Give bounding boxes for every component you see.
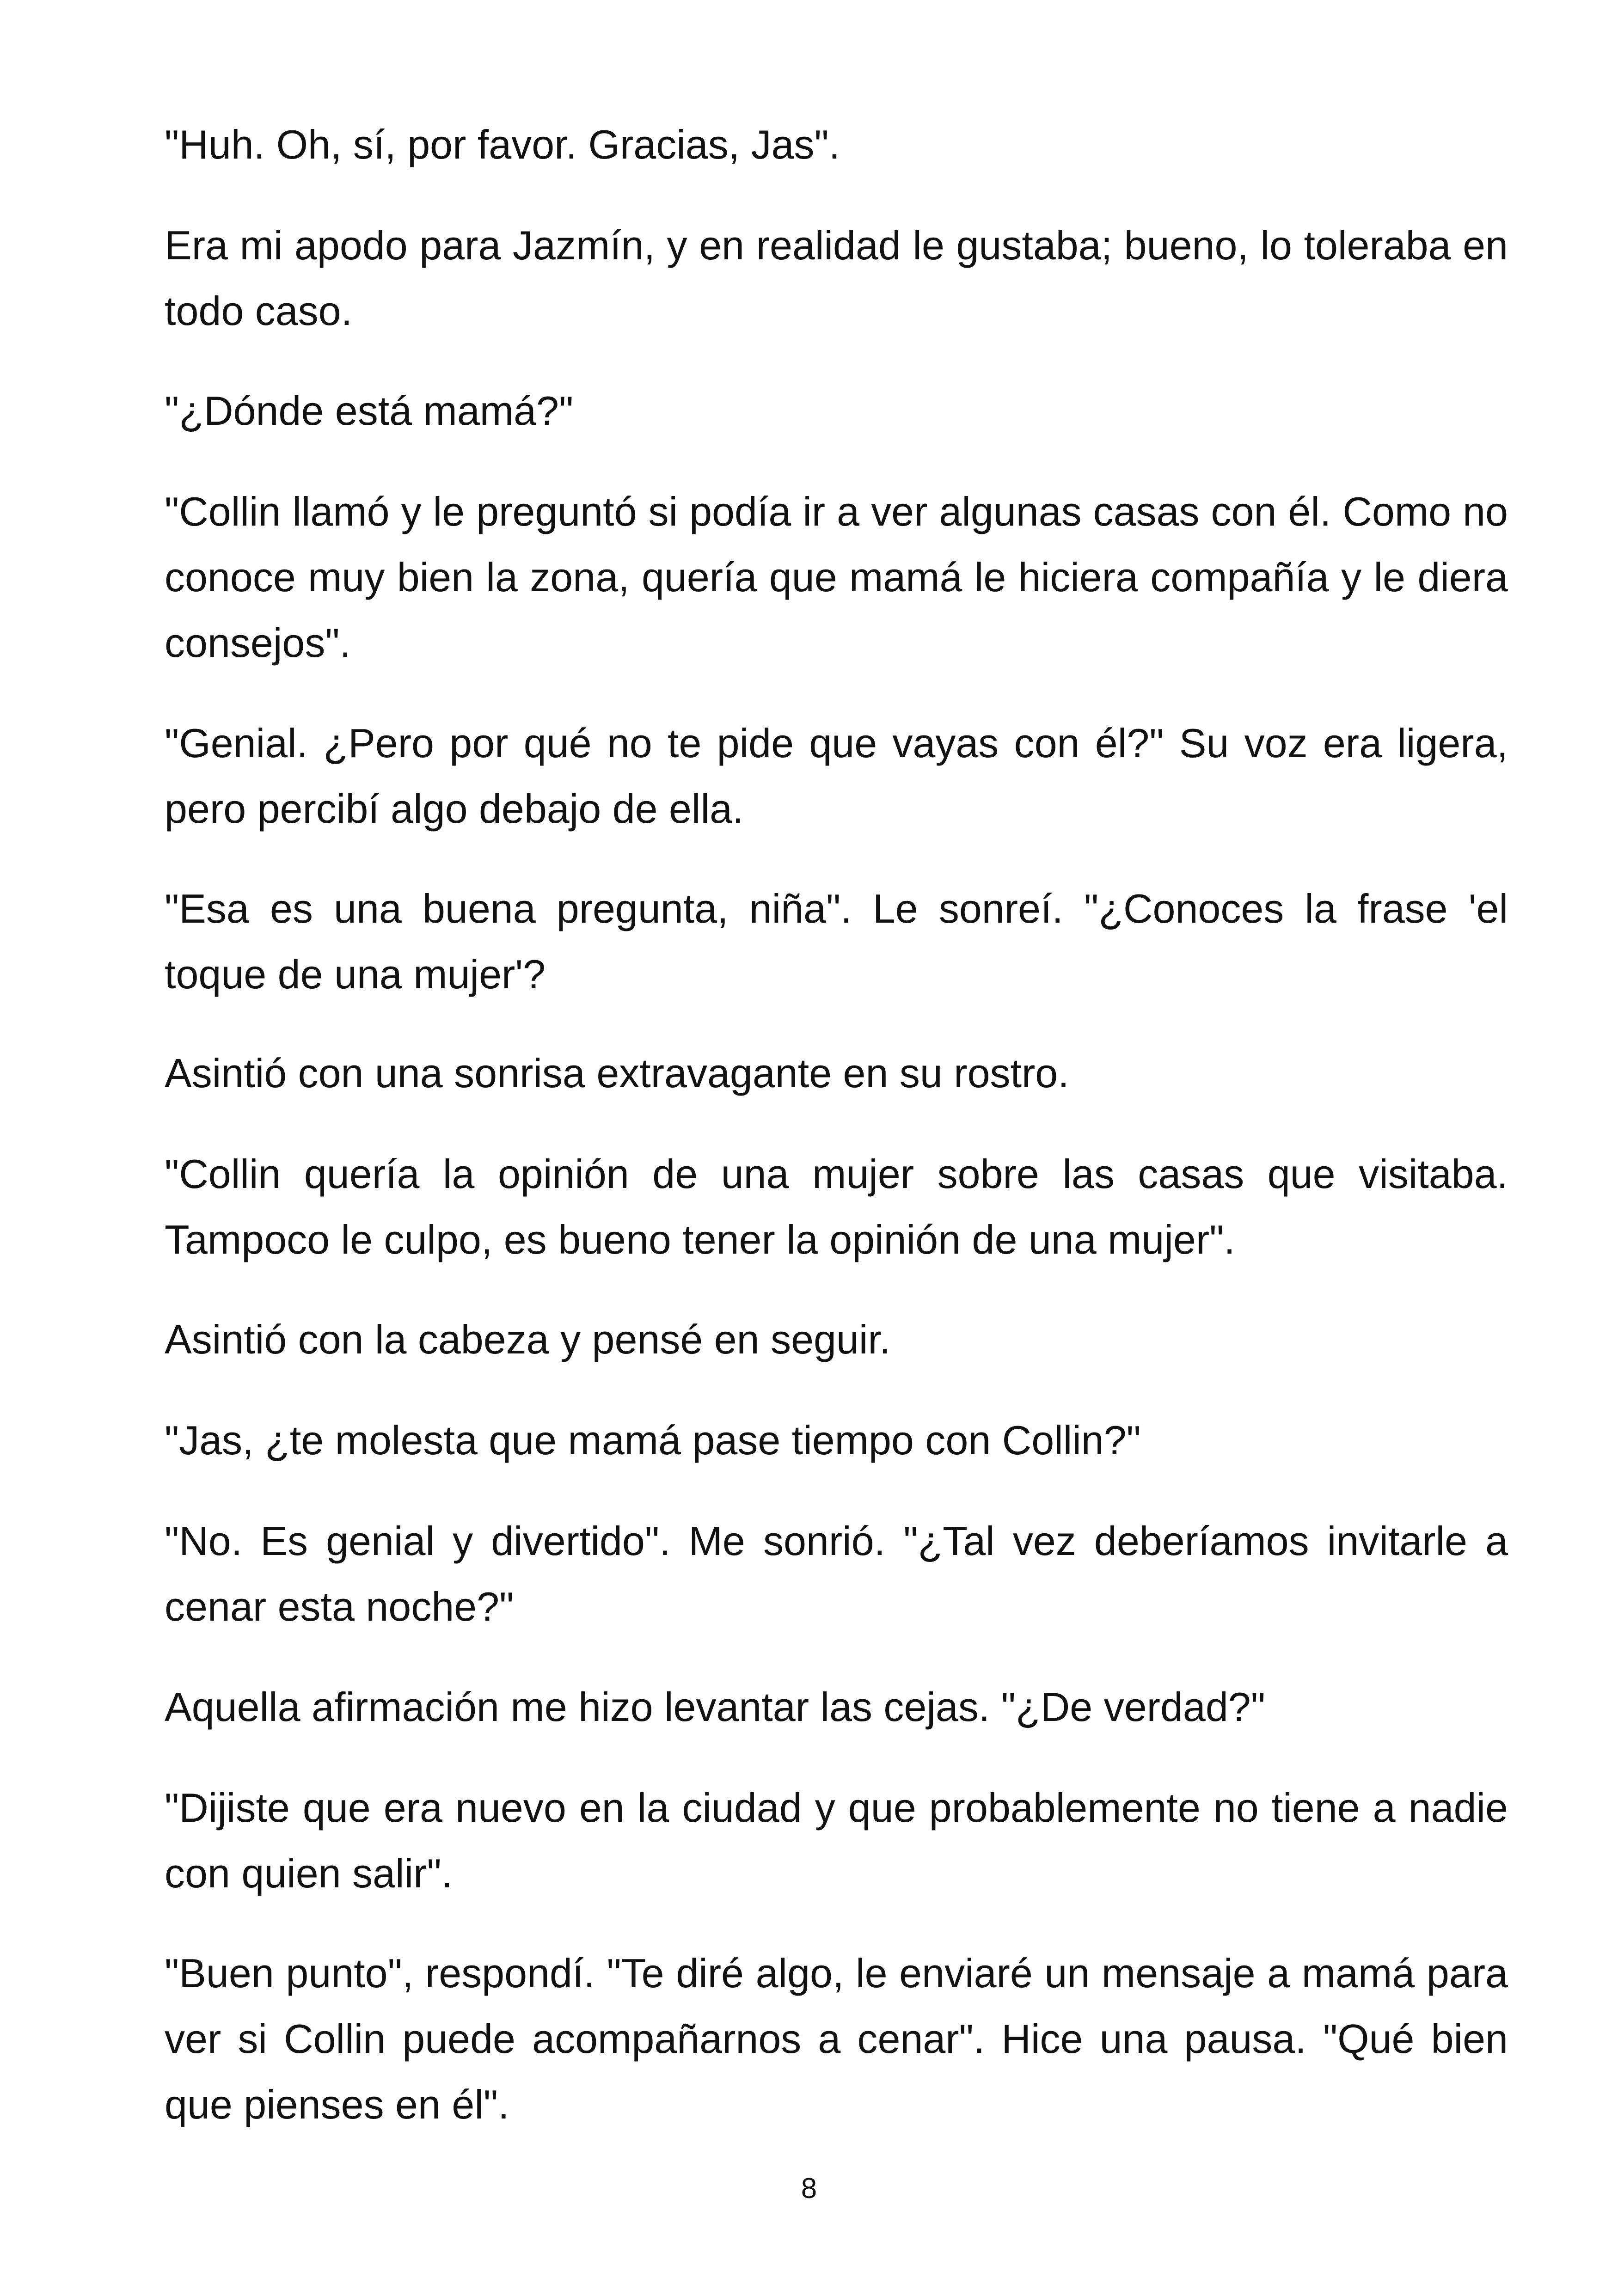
document-page [165,0,1508,2296]
paragraph-12: Aquella afirmación me hizo levantar las cejas. "¿De verdad?" [165,1684,1265,1730]
paragraph-6: "Esa es una buena pregunta, niña". Le sonreí. "¿Conoces la frase 'el toque de una mujer'? [165,886,1508,997]
paragraph-5: "Genial. ¿Pero por qué no te pide que vayas con él?" Su voz era ligera, pero percibí algo debajo de ella. [165,720,1508,832]
paragraph-13: "Dijiste que era nuevo en la ciudad y que probablemente no tiene a nadie con quien salir". [165,1785,1508,1896]
paragraph-7: Asintió con una sonrisa extravagante en su rostro. [165,1050,1069,1096]
paragraph-1: "Huh. Oh, sí, por favor. Gracias, Jas". [165,122,840,167]
paragraph-4: "Collin llamó y le preguntó si podía ir a ver algunas casas con él. Como no conoce muy bien la zona, quería que mamá le hiciera compañía y le diera consejos". [165,489,1508,666]
paragraph-10: "Jas, ¿te molesta que mamá pase tiempo con Collin?" [165,1417,1141,1463]
paragraph-11: "No. Es genial y divertido". Me sonrió. "¿Tal vez deberíamos invitarle a cenar esta noche?" [165,1518,1508,1629]
page-number: 8 [801,2173,817,2204]
paragraph-2: Era mi apodo para Jazmín, y en realidad le gustaba; bueno, lo toleraba en todo caso. [165,222,1508,334]
paragraph-8: "Collin quería la opinión de una mujer sobre las casas que visitaba. Tampoco le culpo, es bueno tener la opinión de una mujer". [165,1151,1508,1262]
paragraph-14: "Buen punto", respondí. "Te diré algo, le enviaré un mensaje a mamá para ver si Collin puede acompañarnos a cenar". Hice una pausa. "Qué bien que pienses en él". [165,1950,1508,2127]
paragraph-3: "¿Dónde está mamá?" [165,388,574,434]
paragraph-9: Asintió con la cabeza y pensé en seguir. [165,1316,891,1362]
